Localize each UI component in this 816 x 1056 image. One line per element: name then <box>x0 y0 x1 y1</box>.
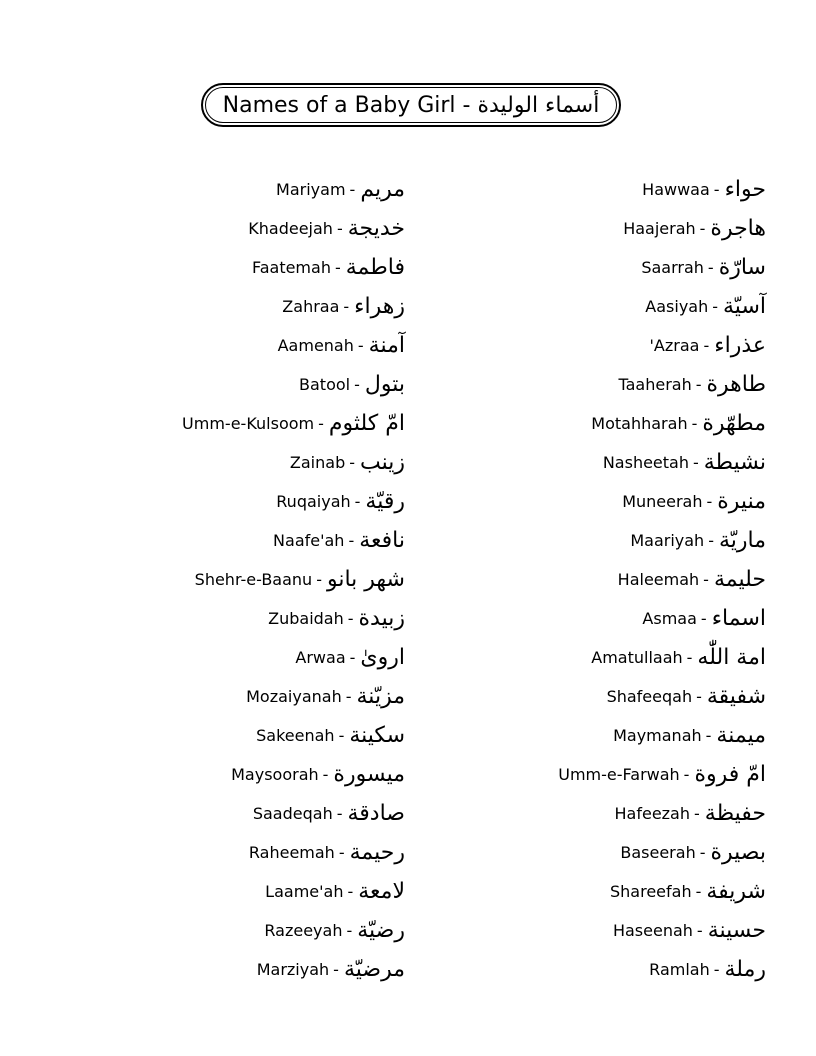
latin-name: Hafeezah <box>614 804 690 823</box>
name-separator: - <box>347 882 354 901</box>
latin-name: Shehr-e-Baanu <box>194 570 313 589</box>
name-separator: - <box>700 609 707 628</box>
latin-name: Marziyah <box>256 960 330 979</box>
name-entry <box>558 638 766 677</box>
latin-name: Naafe'ah <box>273 531 345 550</box>
latin-name: Nasheetah <box>602 453 689 472</box>
name-separator: - <box>695 882 702 901</box>
arabic-name: شفيقة <box>706 684 766 709</box>
latin-name: Sakeenah <box>256 726 335 745</box>
latin-name: Mariyam <box>276 180 346 199</box>
arabic-name: امّ فروة <box>694 762 766 787</box>
name-entry <box>558 443 766 482</box>
arabic-name: آمنة <box>368 333 405 358</box>
name-entry <box>182 170 405 209</box>
name-entry <box>182 755 405 794</box>
name-separator: - <box>347 609 354 628</box>
name-separator: - <box>708 531 714 550</box>
arabic-name: حفيظة <box>704 801 766 826</box>
name-entry <box>558 677 766 716</box>
name-separator: - <box>703 570 709 589</box>
latin-name: Zubaidah <box>268 609 344 628</box>
latin-name: Raheemah <box>248 843 335 862</box>
name-entry <box>558 209 766 248</box>
latin-name: Saarrah <box>641 258 704 277</box>
name-entry <box>558 716 766 755</box>
name-entry <box>182 677 405 716</box>
left-name-column <box>182 170 405 989</box>
latin-name: Arwaa <box>295 648 346 667</box>
arabic-name: اروىٰ <box>360 645 405 670</box>
arabic-name: لامعة <box>358 879 405 904</box>
name-separator: - <box>712 297 719 316</box>
arabic-name: زبيدة <box>358 606 405 631</box>
latin-name: Maymanah <box>613 726 702 745</box>
name-entry <box>182 248 405 287</box>
name-separator: - <box>349 180 356 199</box>
latin-name: Zainab <box>289 453 346 472</box>
name-separator: - <box>357 336 364 355</box>
latin-name: Ruqaiyah <box>276 492 351 511</box>
name-separator: - <box>695 375 702 394</box>
name-entry <box>558 404 766 443</box>
latin-name: Haleemah <box>617 570 700 589</box>
latin-name: Hawwaa <box>642 180 710 199</box>
name-entry <box>182 794 405 833</box>
arabic-name: زهراء <box>354 294 405 319</box>
name-separator: - <box>713 960 720 979</box>
latin-name: Muneerah <box>622 492 703 511</box>
name-entry <box>558 326 766 365</box>
name-separator: - <box>349 453 355 472</box>
latin-name: Asmaa <box>642 609 697 628</box>
latin-name: Taaherah <box>618 375 692 394</box>
name-separator: - <box>338 843 345 862</box>
name-entry <box>558 794 766 833</box>
arabic-name: خديجة <box>347 216 405 241</box>
name-entry <box>558 950 766 989</box>
name-separator: - <box>713 180 720 199</box>
name-separator: - <box>316 570 322 589</box>
name-entry <box>182 209 405 248</box>
arabic-name: حليمة <box>713 567 766 592</box>
name-entry <box>558 872 766 911</box>
name-separator: - <box>707 258 714 277</box>
latin-name: Haseenah <box>612 921 693 940</box>
name-separator: - <box>699 219 706 238</box>
arabic-name: فاطمة <box>345 255 405 280</box>
name-entry <box>182 833 405 872</box>
latin-name: Faatemah <box>251 258 331 277</box>
name-entry <box>558 482 766 521</box>
name-entry <box>558 560 766 599</box>
name-entry <box>182 482 405 521</box>
latin-name: Khadeejah <box>248 219 333 238</box>
name-entry <box>182 560 405 599</box>
arabic-name: حواء <box>724 177 766 202</box>
arabic-name: منيرة <box>717 489 766 514</box>
arabic-name: اسماء <box>711 606 766 631</box>
name-entry <box>558 365 766 404</box>
name-entry <box>182 872 405 911</box>
name-entry <box>182 599 405 638</box>
name-separator: - <box>333 960 339 979</box>
latin-name: Razeeyah <box>264 921 343 940</box>
name-separator: - <box>354 375 360 394</box>
arabic-name: رملة <box>724 957 766 982</box>
arabic-name: ميمنة <box>716 723 766 748</box>
latin-name: Baseerah <box>620 843 696 862</box>
name-separator: - <box>706 492 713 511</box>
arabic-name: شريفة <box>706 879 766 904</box>
name-separator: - <box>334 258 341 277</box>
name-separator: - <box>345 687 352 706</box>
name-separator: - <box>343 297 350 316</box>
name-separator: - <box>703 336 710 355</box>
name-entry <box>558 248 766 287</box>
arabic-name: طاهرة <box>706 372 766 397</box>
latin-name: Haajerah <box>623 219 696 238</box>
arabic-name: مزيّنة <box>356 684 405 709</box>
latin-name: Laame'ah <box>265 882 344 901</box>
name-separator: - <box>696 921 703 940</box>
latin-name: Mozaiyanah <box>246 687 342 706</box>
name-separator: - <box>683 765 690 784</box>
latin-name: Shafeeqah <box>606 687 693 706</box>
arabic-name: امة اللّٰه <box>697 645 766 670</box>
latin-name: Maysoorah <box>231 765 319 784</box>
arabic-name: آسيّة <box>723 294 766 319</box>
name-entry <box>558 521 766 560</box>
name-separator: - <box>346 921 353 940</box>
name-entry <box>558 287 766 326</box>
name-separator: - <box>705 726 712 745</box>
latin-name: Amatullaah <box>591 648 683 667</box>
name-entry <box>558 599 766 638</box>
arabic-name: امّ كلثوم <box>328 411 405 436</box>
name-separator: - <box>699 843 706 862</box>
arabic-name: حسينة <box>707 918 766 943</box>
arabic-name: بصيرة <box>710 840 766 865</box>
latin-name: Shareefah <box>610 882 692 901</box>
arabic-name: مطهّرة <box>702 411 766 436</box>
name-separator: - <box>696 687 702 706</box>
arabic-name: نافعة <box>359 528 405 553</box>
latin-name: Aasiyah <box>645 297 709 316</box>
name-separator: - <box>691 414 698 433</box>
name-entry <box>182 404 405 443</box>
latin-name: Aamenah <box>277 336 354 355</box>
latin-name: Maariyah <box>630 531 705 550</box>
name-entry <box>182 365 405 404</box>
name-separator: - <box>336 804 343 823</box>
name-separator: - <box>338 726 345 745</box>
latin-name: 'Azraa <box>649 336 700 355</box>
name-entry <box>558 833 766 872</box>
name-entry <box>182 950 405 989</box>
name-entry <box>182 911 405 950</box>
arabic-name: زينب <box>360 450 405 475</box>
arabic-name: ميسورة <box>333 762 405 787</box>
arabic-name: سارّة <box>718 255 766 280</box>
right-name-column <box>558 170 766 989</box>
name-separator: - <box>349 648 356 667</box>
name-entry <box>182 638 405 677</box>
latin-name: Saadeqah <box>252 804 333 823</box>
arabic-name: رضيّة <box>357 918 405 943</box>
name-separator: - <box>686 648 693 667</box>
name-separator: - <box>694 804 700 823</box>
name-separator: - <box>354 492 361 511</box>
latin-name: Zahraa <box>282 297 340 316</box>
name-separator: - <box>348 531 355 550</box>
name-separator: - <box>318 414 324 433</box>
name-separator: - <box>322 765 329 784</box>
arabic-name: ماريّة <box>718 528 766 553</box>
latin-name: Batool <box>299 375 351 394</box>
arabic-name: مرضيّة <box>343 957 405 982</box>
page-title: Names of a Baby Girl - أسماء الوليدة <box>205 87 617 123</box>
arabic-name: عذراء <box>714 333 766 358</box>
latin-name: Umm-e-Farwah <box>558 765 680 784</box>
name-separator: - <box>692 453 699 472</box>
arabic-name: هاجرة <box>710 216 766 241</box>
name-entry <box>182 443 405 482</box>
latin-name: Ramlah <box>649 960 710 979</box>
name-entry <box>558 911 766 950</box>
arabic-name: بتول <box>364 372 405 397</box>
arabic-name: نشيطة <box>703 450 766 475</box>
arabic-name: مريم <box>360 177 405 202</box>
name-entry <box>182 716 405 755</box>
title-box <box>201 83 621 127</box>
name-entry <box>182 287 405 326</box>
name-separator: - <box>336 219 343 238</box>
arabic-name: رقيّة <box>365 489 405 514</box>
latin-name: Motahharah <box>591 414 688 433</box>
name-entry <box>558 170 766 209</box>
arabic-name: رحيمة <box>349 840 405 865</box>
latin-name: Umm-e-Kulsoom <box>182 414 315 433</box>
arabic-name: سكينة <box>349 723 405 748</box>
arabic-name: صادقة <box>347 801 405 826</box>
arabic-name: شهر بانو <box>326 567 405 592</box>
name-entry <box>182 521 405 560</box>
name-entry <box>558 755 766 794</box>
name-entry <box>182 326 405 365</box>
